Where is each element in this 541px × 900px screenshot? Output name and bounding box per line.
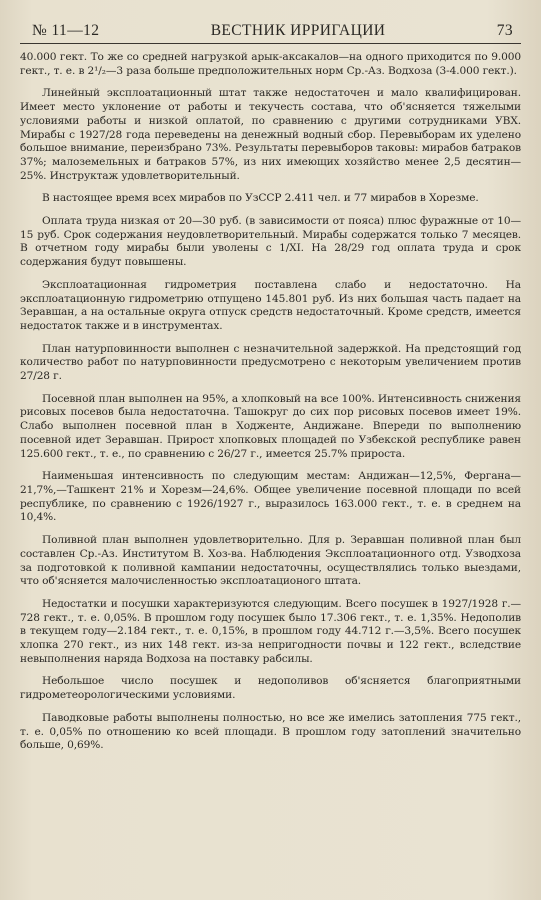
article-body xyxy=(20,51,521,753)
paragraph: Эксплоатационная гидрометрия поставлена слабо и недостаточно. На эксплоатационную гидрометрию отпущено 145.801 руб. Из них большая часть падает на Зеравшан, а на остальные округа отпуск средств недостаточный. Кроме средств, имеется недостаток также и в инструментах. xyxy=(20,278,521,332)
paragraph: План натурповинности выполнен с незначительной задержкой. На предстоящий год количество работ по натурповинности предусмотрено с некоторым увеличением против 27/28 г. xyxy=(20,342,521,383)
paragraph: Недостатки и посушки характеризуются следующим. Всего посушек в 1927/1928 г.—728 гект., т. е. 0,05%. В прошлом году посушек было 17.306 гект., т. е. 1,35%. Недополив в текущем году—2.184 гект., т. е. 0,15%, в прошлом году 44.712 г.—3,5%. Всего посушек хлопка 270 гект., из них 148 гект. из-за непригодности почвы и 122 гект., вследствие невыполнения наряда Водхоза на поставку рабсилы. xyxy=(20,597,521,665)
paragraph: 40.000 гект. То же со средней нагрузкой арык-аксакалов—на одного приходится по 9.000 гект., т. е. в 2¹/₂—3 раза больше предположительных норм Ср.-Аз. Водхоза (3-4.000 гект.). xyxy=(20,51,521,77)
paragraph: Небольшое число посушек и недополивов об'ясняется благоприятными гидрометеорологическими условиями. xyxy=(20,675,521,702)
journal-title: ВЕСТНИК ИРРИГАЦИИ xyxy=(210,22,386,39)
paragraph: Поливной план выполнен удовлетворительно. Для р. Зеравшан поливной план был составлен Ср.-Аз. Институтом В. Хоз-ва. Наблюдения Эксплоатационного отд. Узводхоза за подготовкой к поливной кампании недостаточны, осуществлялись только выездами, что об'ясняется малочисленностью эксплоатационого штата. xyxy=(20,534,521,588)
issue-number: № 11—12 xyxy=(32,22,100,39)
paragraph: Паводковые работы выполнены полностью, но все же имелись затопления 775 гект., т. е. 0,05% по отношению ко всей площади. В прошлом году затоплений значительно больше, 0,69%. xyxy=(20,711,521,752)
paragraph: Посевной план выполнен на 95%, а хлопковый на все 100%. Интенсивность снижения рисовых посевов была недостаточна. Ташокруг до сих пор рисовых посевов имеет 19%. Слабо выполнен посевной план в Ходженте, Андижане. Впереди по выполнению посевной идет Зеравшан. Прирост хлопковых площадей по Узбекской республике равен 125.600 гект., т. е., по сравнению с 26/27 г., имеется 25.7% прироста. xyxy=(20,392,521,460)
page-number: 73 xyxy=(496,22,513,39)
paragraph: Линейный эксплоатационный штат также недостаточен и мало квалифицирован. Имеет место уклонение от работы и текучесть состава, что об'ясняется тяжелыми условиями работы и низкой оплатой, по сравнению с другими сотрудниками УВХ. Мирабы с 1927/28 года переведены на денежный водный сбор. Перевыборам их уделено большое внимание, переизбрано 73%. Результаты перевыборов таковы: мирабов батраков 37%; малоземельных и батраков 57%, из них имеющих хозяйство менее 2,5 десятин—25%. Инструктаж удовлетворительный. xyxy=(20,87,521,182)
paragraph: Оплата труда низкая от 20—30 руб. (в зависимости от пояса) плюс фуражные от 10—15 руб. Срок содержания неудовлетворительный. Мирабы содержатся только 7 месяцев. В отчетном году мирабы были уволены с 1/XI. На 28/29 год оплата труда и срок содержания будут повышены. xyxy=(20,215,521,269)
paragraph: Наименьшая интенсивность по следующим местам: Андижан—12,5%, Фергана—21,7%,—Ташкент 21% и Хорезм—24,6%. Общее увеличение посевной площади по всей республике, по сравнению с 1926/1927 г., выразилось 163.000 гект., т. е. в среднем на 10,4%. xyxy=(20,470,521,524)
paragraph: В настоящее время всех мирабов по УзССР 2.411 чел. и 77 мирабов в Хорезме. xyxy=(42,192,479,205)
header-rule xyxy=(20,43,521,44)
running-header xyxy=(20,22,521,43)
